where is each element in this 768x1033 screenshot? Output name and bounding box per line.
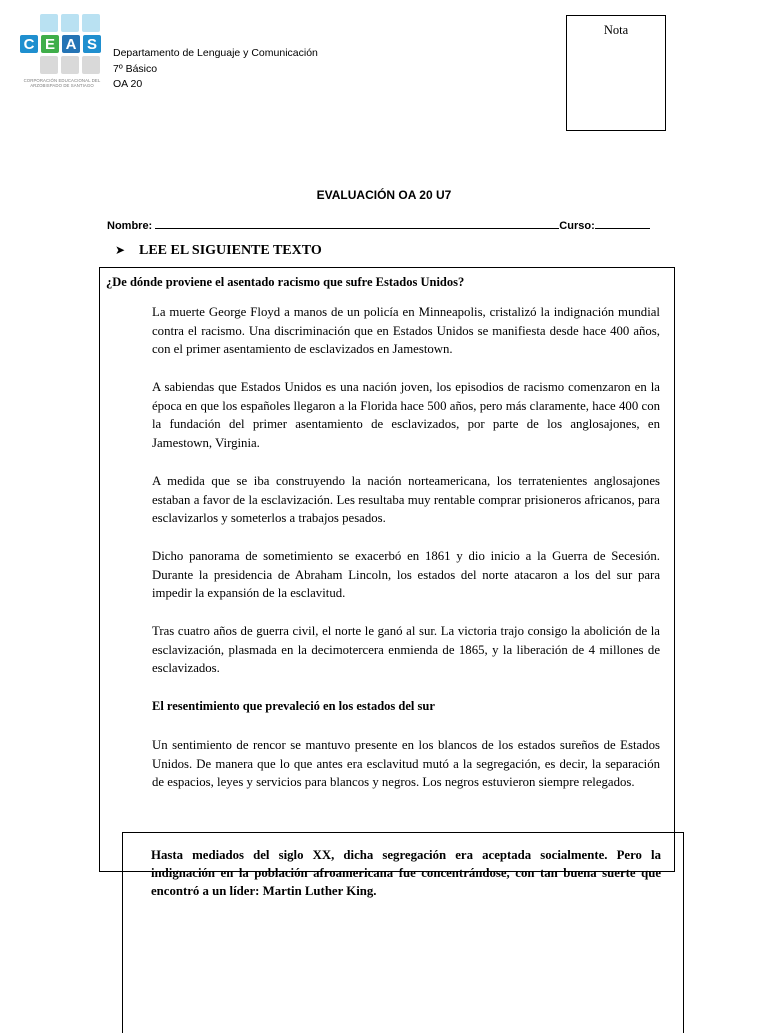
ceas-logo: [20, 14, 104, 92]
name-label: Nombre:: [107, 220, 153, 232]
reading-question: ¿De dónde proviene el asentado racismo que sufre Estados Unidos?: [106, 275, 465, 289]
department-label: Departamento de Lenguaje y Comunicación: [113, 47, 318, 59]
reading-paragraph: Un sentimiento de rencor se mantuvo presente en los blancos de los estados sureños de Estados Unidos. De manera que lo que antes era esclavitud mutó a la segregación, es decir, la separación de espacios, leyes y servicios para blancos y negros. Los negros estuvieron siempre relegados.: [152, 738, 660, 790]
course-label: Curso:: [559, 220, 595, 232]
logo-tile: [40, 14, 58, 32]
reading-paragraph: Tras cuatro años de guerra civil, el norte le ganó al sur. La victoria trajo consigo la abolición de la esclavización, plasmada en la decimotercera enmienda de 1865, y la liberación de 4 millones de esclavizados.: [152, 624, 660, 676]
logo-caption: [20, 78, 104, 88]
logo-letter: E: [41, 35, 59, 53]
exam-title: EVALUACIÓN OA 20 U7: [316, 188, 452, 202]
name-field[interactable]: [155, 217, 559, 229]
instruction: [115, 243, 322, 259]
grade-box[interactable]: [566, 15, 666, 131]
instruction-text: LEE EL SIGUIENTE TEXTO: [139, 243, 322, 258]
reading-paragraph: Dicho panorama de sometimiento se exacerbó en 1861 y dio inicio a la Guerra de Secesión. Durante la presidencia de Abraham Lincoln, los estados del norte atacaron a los del sur para impedir la expansión de la esclavitud.: [152, 549, 660, 601]
logo-tile: [61, 14, 79, 32]
logo-caption-line: CORPORACIÓN EDUCACIONAL DEL: [23, 78, 101, 83]
reading-paragraph: A sabiendas que Estados Unidos es una nación joven, los episodios de racismo comenzaron en la época en que los españoles llegaron a la Florida hace 500 años, pero más claramente, hace 400 con la fundación del primer asentamiento de esclavizados, por parte de los anglosajones, en Jamestown, Virginia.: [152, 380, 660, 450]
reading-paragraph: A medida que se iba construyendo la nación norteamericana, los terratenientes anglosajones estaban a favor de la esclavización. Les resultaba muy rentable comprar prisioneros africanos, para esclavizarlos y someterlos a trabajos pesados.: [152, 474, 660, 526]
course-field[interactable]: [595, 217, 650, 229]
logo-tiles-bottom: [40, 56, 100, 74]
reading-text-box: [99, 267, 675, 872]
grade-label: Nota: [603, 23, 629, 37]
logo-tiles-top: [40, 14, 100, 32]
objective-label: OA 20: [113, 78, 143, 90]
reading-final-paragraph: Hasta mediados del siglo XX, dicha segregación era aceptada socialmente. Pero la indignación en la población afroamericana fue concentrándose, con tan buena suerte que encontró a un líder: Martin Luther King.: [151, 848, 661, 899]
logo-tile: [61, 56, 79, 74]
arrow-bullet-icon: ➤: [115, 243, 126, 257]
logo-letters: [20, 35, 101, 53]
logo-letter: S: [83, 35, 101, 53]
logo-caption-line: ARZOBISPADO DE SANTIAGO: [30, 83, 94, 88]
logo-tile: [40, 56, 58, 74]
logo-letter: A: [62, 35, 80, 53]
logo-letter: C: [20, 35, 38, 53]
student-info-line: [107, 217, 650, 232]
grade-level-label: 7º Básico: [113, 62, 158, 75]
reading-paragraph: La muerte George Floyd a manos de un policía en Minneapolis, cristalizó la indignación mundial contra el racismo. Una discriminación que en Estados Unidos se manifiesta desde hace 400 años, con el primer asentamiento de esclavizados en Jamestown.: [152, 305, 660, 357]
reading-subheading: El resentimiento que prevaleció en los estados del sur: [152, 699, 435, 713]
header-info: [113, 46, 318, 93]
logo-tile: [82, 56, 100, 74]
logo-tile: [82, 14, 100, 32]
